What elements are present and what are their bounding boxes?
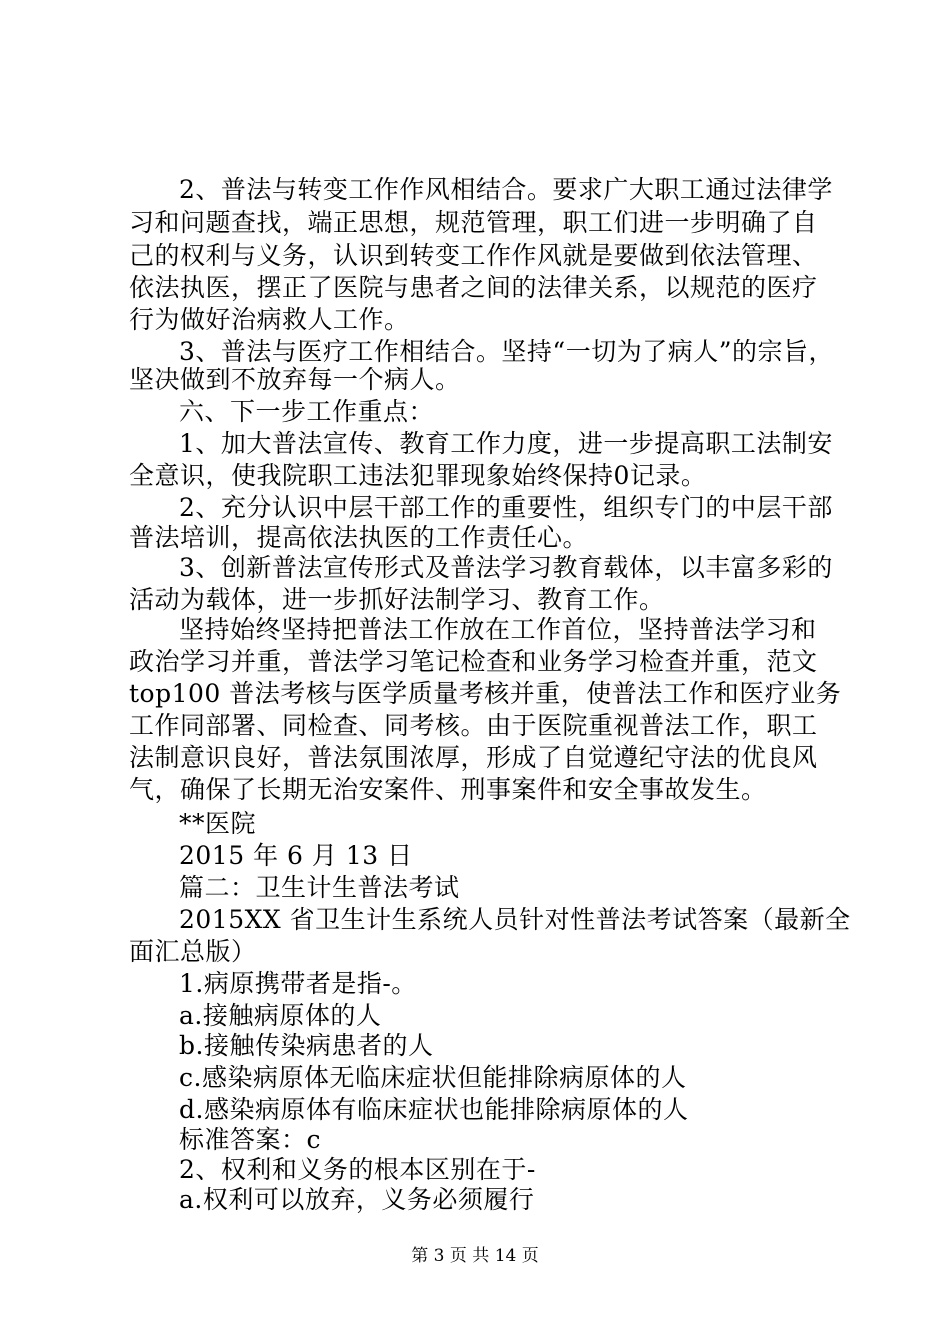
paragraph-line: 政治学习并重，普法学习笔记检查和业务学习检查并重，范文 [129,647,818,676]
option-line: c.感染病原体无临床症状但能排除病原体的人 [179,1063,687,1092]
page-footer: 第 3 页 共 14 页 [411,1246,539,1266]
paragraph-line: 普法培训，提高依法执医的工作责任心。 [129,523,589,552]
paragraph-line: 依法执医，摆正了医院与患者之间的法律关系，以规范的医疗 [129,273,818,302]
paragraph-line: 行为做好治病救人工作。 [129,305,410,334]
section-heading: 六、下一步工作重点： [179,397,435,426]
paragraph-line: 3、创新普法宣传形式及普法学习教育载体，以丰富多彩的 [179,553,833,582]
option-line: a.权利可以放弃，义务必须履行 [179,1185,535,1214]
paragraph-line: 全意识，使我院职工违法犯罪现象始终保持0记录。 [129,461,707,490]
paragraph-line: 2015XX 省卫生计生系统人员针对性普法考试答案（最新全 [179,905,851,934]
paragraph-line: 坚持始终坚持把普法工作放在工作首位，坚持普法学习和 [179,615,817,644]
option-line: d.感染病原体有临床症状也能排除病原体的人 [179,1095,689,1124]
paragraph-line: top100 普法考核与医学质量考核并重，使普法工作和医疗业务 [129,679,842,708]
paragraph-line: 1、加大普法宣传、教育工作力度，进一步提高职工法制安 [179,429,833,458]
section-heading: 篇二：卫生计生普法考试 [179,873,460,902]
paragraph-line: 2、普法与转变工作作风相结合。要求广大职工通过法律学 [179,175,833,204]
paragraph-line: 坚决做到不放弃每一个病人。 [129,365,461,394]
paragraph-line: 法制意识良好，普法氛围浓厚，形成了自觉遵纪守法的优良风 [129,743,818,772]
signature-date: 2015 年 6 月 13 日 [179,841,413,870]
question-line: 2、权利和义务的根本区别在于- [179,1155,536,1184]
paragraph-line: 工作同部署、同检查、同考核。由于医院重视普法工作，职工 [129,711,818,740]
option-line: b.接触传染病患者的人 [179,1031,434,1060]
paragraph-line: 活动为载体，进一步抓好法制学习、教育工作。 [129,585,665,614]
option-line: a.接触病原体的人 [179,1001,382,1030]
paragraph-line: 己的权利与义务，认识到转变工作作风就是要做到依法管理、 [129,241,818,270]
paragraph-line: 习和问题查找，端正思想，规范管理，职工们进一步明确了自 [129,208,818,237]
question-line: 1.病原携带者是指-。 [179,969,417,998]
paragraph-line: 气，确保了长期无治安案件、刑事案件和安全事故发生。 [129,775,767,804]
answer-line: 标准答案：c [179,1125,322,1154]
paragraph-line: 3、普法与医疗工作相结合。坚持“一切为了病人”的宗旨， [179,337,834,366]
paragraph-line: 2、充分认识中层干部工作的重要性，组织专门的中层干部 [179,493,833,522]
signature-org: **医院 [179,809,257,838]
paragraph-line: 面汇总版） [129,937,257,966]
